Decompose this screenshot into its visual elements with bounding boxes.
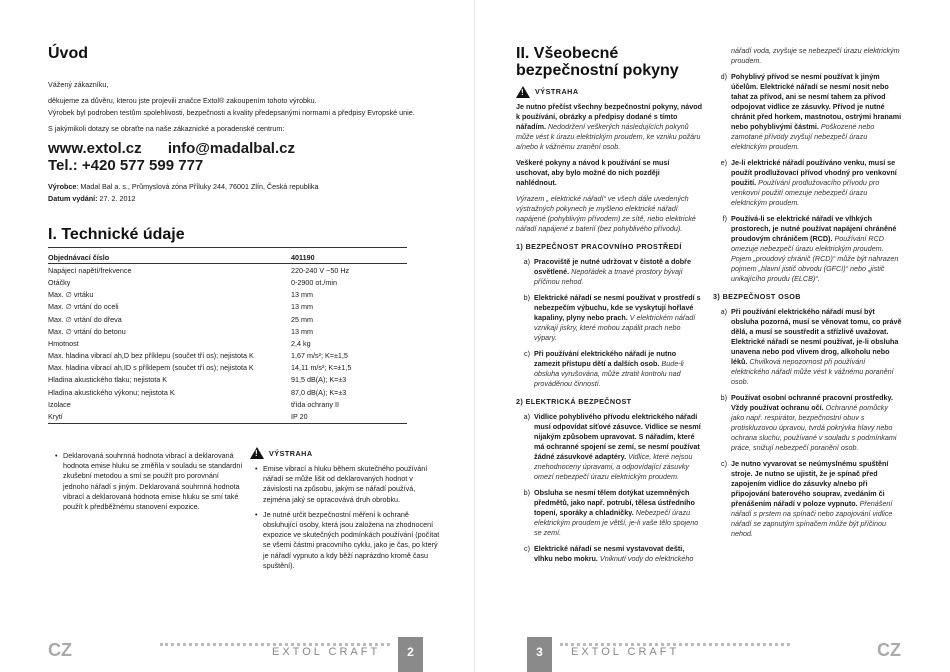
list-item: c) Při používání elektrického nářadí je nutno zamezit přístupu dětí a dalších osob. Bude-li obsluha vyrušována, může ztratit kontrolu nad prováděnou činností. <box>524 349 684 388</box>
spec-value: třída ochrany II <box>291 399 339 409</box>
spec-label: Max. ∅ vrtání do betonu <box>48 326 126 336</box>
warning-title-left <box>250 447 313 459</box>
spec-value: 87,0 dB(A); K=±3 <box>291 387 347 397</box>
spec-header-row <box>48 251 407 264</box>
item-italic: Vidlice, které nejsou znehodnoceny úpravami, a odpovídající zásuvky omezí nebezpečí úrazu elektrickým proudem. <box>534 452 693 481</box>
item-bold: Při používání elektrického nářadí musí být obsluha pozorná, musí se věnovat tomu, co právě dělá, a musí se soustředit a střízlivě uvažovat. Elektrické nářadí se nesmí používat, je-li obsluha unavena nebo pod vlivem drog, alkoholu nebo léků. <box>731 307 902 366</box>
item-italic: Pojem „proudový chránič (RCD)“ může být nahrazen pojmem „hlavní jistič obvodu (GFCI)“ nebo „jistič unikajícího proudu (ELCB)“. <box>731 254 899 283</box>
item-italic: V elektrickém nářadí vznikají jiskry, které mohou zapálit prach nebo výpary. <box>534 313 696 342</box>
keep-instructions: Veškeré pokyny a návod k používání se musí uschovat, aby bylo možné do nich později nahlédnout. <box>516 158 670 187</box>
spec-row <box>48 289 407 301</box>
warning-bold: Je nutno přečíst všechny bezpečnostní pokyny, návod k používání, obrázky a předpisy dodané s tímto nářadím. <box>516 102 702 131</box>
list-item: a) Vidlice pohyblivého přívodu elektrického nářadí musí odpovídat síťové zásuvce. Vidlice se nesmí nijakým způsobem upravovat. S nářadím, které má ochranné spojení se zemí, se nesmí používat žádné zásuvkové adaptéry. Vidlice, které nejsou znehodnoceny úpravami, a odpovídající zásuvky omezí nebezpečí úrazu elektrickým proudem. <box>523 412 701 481</box>
item-bold: Používá-li se elektrické nářadí ve vlhkých prostorech, je nutné používat napájení chráněné proudovým chráničem (RCD). <box>731 214 897 243</box>
item-italic: Chvilková nepozornost při používání elektrického nářadí může vést k vážnému poranění osob. <box>731 357 894 386</box>
right-column-2 <box>713 46 903 545</box>
maker-label: Výrobce <box>48 182 77 191</box>
section-electrical-safety: 2) ELEKTRICKÁ BEZPEČNOST <box>516 397 632 406</box>
footer-language-left: CZ <box>48 640 72 660</box>
item-bold: Pracoviště je nutné udržovat v čistotě a dobře osvětlené. <box>534 257 691 276</box>
section-personal-safety: 3) BEZPEČNOST OSOB <box>713 292 801 301</box>
list-item-continued <box>713 46 903 66</box>
contact-line <box>48 140 295 157</box>
warning-item: • Emise vibrací a hluku během skutečného používání nářadí se může lišit od deklarovaných hodnot v závislosti na způsobu, jakým se nářadí používá, zejména jaký se opracovává druh obrobku. <box>263 464 443 505</box>
spec-header-value: 401190 <box>285 251 407 264</box>
date-line <box>48 194 136 204</box>
spec-row <box>48 386 407 398</box>
spec-value: 25 mm <box>291 314 313 324</box>
spec-row <box>48 398 407 410</box>
intro-heading: Úvod <box>48 45 88 62</box>
phone-number: Tel.: +420 577 599 777 <box>48 157 204 174</box>
spec-label: Hladina akustického výkonu; nejistota K <box>48 387 175 397</box>
warning-icon: ! <box>250 447 264 459</box>
spec-label: Napájecí napětí/frekvence <box>48 265 132 275</box>
warning-italic: Nedodržení veškerých následujících pokynů může vést k úrazu elektrickým proudem, ke vzniku požáru a/nebo k vážnému zranění osob. <box>516 122 701 151</box>
spec-value: 0-2900 ot./min <box>291 277 337 287</box>
spec-row <box>48 410 407 423</box>
warning-paragraph <box>516 102 702 152</box>
spec-row <box>48 301 407 313</box>
spec-value: 13 mm <box>291 302 313 312</box>
list-item: e) Je-li elektrické nářadí používáno venku, musí se použít prodlužovací přívod vhodný pro venkovní použití. Používání prodlužovacího přívodu pro venkovní použití omezuje nebezpečí úrazu elektrickým proudem. <box>720 158 897 207</box>
list-item: a) Pracoviště je nutné udržovat v čistotě a dobře osvětlené. Nepořádek a tmavé prostory bývají příčinou nehod. <box>523 257 691 286</box>
spec-value: 14,11 m/s²; K=±1,5 <box>291 363 352 373</box>
maker-line <box>48 182 428 192</box>
spec-label: Max. ∅ vrtáku <box>48 290 94 300</box>
email-link[interactable]: info@madalbal.cz <box>167 140 295 157</box>
item-italic: Nebezpečí úrazu elektrickým proudem je větší, je-li vaše tělo spojeno se zemí. <box>534 508 699 537</box>
item-italic: Používání RCD omezuje nebezpečí úrazu elektrickým proudem. <box>731 234 884 253</box>
declaration-note: • Deklarovaná souhrnná hodnota vibrací a deklarovaná hodnota emise hluku se změřila v souladu se standardní zkušební metodou a smí se použít pro porovnání jednoho nářadí s jiným. Deklarovaná souhrnná hodnota vibrací a deklarovaná hodnota emise hluku se smí také použít k předběžnému stanovení expozice. <box>63 451 243 512</box>
spec-value: IP 20 <box>285 410 407 423</box>
spec-row <box>48 276 407 288</box>
item-italic: Vniknutí vody do elektrického <box>597 554 694 563</box>
warning-label: VÝSTRAHA <box>269 448 313 458</box>
list-item: b) Obsluha se nesmí tělem dotýkat uzemněných předmětů, jako např. potrubí, tělesa ústředního topení, sporáky a chladničky. Nebezpečí úrazu elektrickým proudem je větší, je-li vaše tělo spojeno se zemí. <box>523 488 699 537</box>
spec-label: Hladina akustického tlaku; nejistota K <box>48 375 168 385</box>
item-bold: Pohyblivý přívod se nesmí používat k jiným účelům. Elektrické nářadí se nesmí nosit nebo tahat za přívod, ani se nesmí tahem za přívod odpojovat vidlice ze zásuvky. Přívod je nutné chránit před horkem, mastnotou, ostrými hranami nebo pohyblivými částmi. <box>731 72 902 131</box>
spec-label: Max. ∅ vrtání do oceli <box>48 302 119 312</box>
spec-row <box>48 337 407 349</box>
spec-row <box>48 350 407 362</box>
warning-title-right <box>516 86 702 98</box>
item-italic: Nepořádek a tmavé prostory bývají příčinou nehod. <box>534 267 683 286</box>
declaration-note-list <box>55 451 243 517</box>
heading-line-1: II. Všeobecné <box>516 45 619 62</box>
spec-row <box>48 374 407 386</box>
footer-brand-left: EXTOL CRAFT <box>268 646 384 658</box>
term-definition: Výrazem „ elektrické nářadí“ ve všech dále uvedených výstražných pokynech je myšleno elektrické nářadí napájené (pohyblivým přívodem) ze sítě, nebo elektrické nářadí napájené z baterií (bez pohyblivého přívodu). <box>516 194 696 233</box>
item-bold: Je-li elektrické nářadí používáno venku, musí se použít prodlužovací přívod vhodný pro venkovní použití. <box>731 158 897 187</box>
warning-icon: ! <box>516 86 530 98</box>
item-bold: Elektrické nářadí se nesmí používat v prostředí s nebezpečím výbuchu, kde se vyskytují hořlavé kapaliny, plyny nebo prach. <box>534 293 701 322</box>
item-bold: Používat osobní ochranné pracovní prostředky. Vždy používat ochranu očí. <box>731 393 894 412</box>
warning-label: VÝSTRAHA <box>535 87 579 96</box>
item-italic: Ochranné pomůcky jako např. respirátor, bezpečnostní obuv s protiskluzovou úpravou, tvrdá pokrývka hlavy nebo ochrana sluchu, používané v souladu s podmínkami práce, snižují nebezpečí poranění osob. <box>731 403 897 452</box>
spec-label: Max. ∅ vrtání do dřeva <box>48 314 122 324</box>
spec-label: Hmotnost <box>48 338 79 348</box>
spec-value: 13 mm <box>291 290 313 300</box>
web-link[interactable]: www.extol.cz <box>48 140 142 157</box>
section-work-area: 1) BEZPEČNOST PRACOVNÍHO PROSTŘEDÍ <box>516 242 682 251</box>
spec-row <box>48 362 407 374</box>
spec-value: 1,67 m/s²; K=±1,5 <box>291 351 348 361</box>
item-bold: Elektrické nářadí se nesmí vystavovat dešti, vlhku nebo mokru. <box>534 544 685 563</box>
tech-rule <box>48 247 407 248</box>
list-item: f) Používá-li se elektrické nářadí ve vlhkých prostorech, je nutné používat napájení chráněné proudovým chráničem (RCD). Používání RCD omezuje nebezpečí úrazu elektrickým proudem. Pojem „proudový chránič (RCD)“ může být nahrazen pojmem „hlavní jistič obvodu (GFCI)“ nebo „jistič unikajícího proudu (ELCB)“. <box>722 214 899 283</box>
warning-item: • Je nutné určit bezpečnostní měření k ochraně obsluhující osoby, která jsou založena na zhodnocení expozice ve skutečných podmínkách používání (počítat se všemi částmi pracovního cyklu, jako je čas, po který je nářadí vypnuto a kdy běží naprázdno kromě času spuštění). <box>263 510 443 571</box>
item-bold: Při používání elektrického nářadí je nutno zamezit přístupu dětí a dalších osob. <box>534 349 677 368</box>
item-bold: Je nutno vyvarovat se neúmyslnému spuštění stroje. Je nutno se ujistit, že je spínač před zapojením vidlice do zásuvky a/nebo při připojování baterového souprav, zvedáním či přenášením nářadí v poloze vypnuto. <box>731 459 889 508</box>
spec-header-label: Objednávací číslo <box>48 251 285 264</box>
spec-value: 220-240 V ~50 Hz <box>291 265 350 275</box>
item-italic: Poškozené nebo zamotané přívody zvyšují nebezpečí úrazu elektrickým proudem. <box>731 122 875 151</box>
date-value: 27. 2. 2012 <box>97 194 136 203</box>
spec-label: Krytí <box>48 410 285 423</box>
heading-line-2: bezpečnostní pokyny <box>516 62 679 79</box>
general-safety-heading <box>516 45 679 79</box>
spec-value: 13 mm <box>291 326 313 336</box>
list-item: a) Při používání elektrického nářadí musí být obsluha pozorná, musí se věnovat tomu, co právě dělá, a musí se soustředit a střízlivě uvažovat. Elektrické nářadí se nesmí používat, je-li obsluha unavena nebo pod vlivem drog, alkoholu nebo léků. Chvilková nepozornost při používání elektrického nářadí může vést k vážnému poranění osob. <box>720 307 902 386</box>
item-italic: Přenášení nářadí s prstem na spínači nebo zapojování vidlice nářadí se zapnutým spínačem může být příčinou nehod. <box>731 499 893 538</box>
list-item: c) Je nutno vyvarovat se neúmyslnému spuštění stroje. Je nutno se ujistit, že je spínač před zapojením vidlice do zásuvky a/nebo při připojování baterového souprav, zvedáním či přenášením nářadí v poloze vypnuto. Přenášení nářadí s prstem na spínači nebo zapojování vidlice nářadí se zapnutým spínačem může být příčinou nehod. <box>721 459 893 538</box>
spec-label: Otáčky <box>48 277 71 287</box>
page-number-left: 2 <box>398 637 423 672</box>
tech-heading: I. Technické údaje <box>48 226 185 243</box>
spec-row <box>48 325 407 337</box>
maker-value: : Madal Bal a. s., Průmyslová zóna Příluky 244, 76001 Zlín, Česká republika <box>76 182 319 191</box>
warning-list-left <box>255 464 443 576</box>
footer-brand-right: EXTOL CRAFT <box>567 646 683 658</box>
right-page <box>475 0 950 672</box>
date-label: Datum vydání: <box>48 194 98 203</box>
item-bold: Vidlice pohyblivého přívodu elektrického nářadí musí odpovídat síťové zásuvce. Vidlice se nesmí nijakým způsobem upravovat. S nářadím, které má ochranné spojení se zemí, se nesmí používat žádné zásuvkové adaptéry. <box>534 412 701 461</box>
spec-label: Max. hladina vibrací ah,D bez příklepu (součet tří os); nejistota K <box>48 351 254 361</box>
spec-label: Izolace <box>48 399 71 409</box>
spec-label: Max. hladina vibrací ah,ID s příklepem (součet tří os); nejistota K <box>48 363 254 373</box>
list-item: d) Pohyblivý přívod se nesmí používat k jiným účelům. Elektrické nářadí se nesmí nosit nebo tahat za přívod, ani se nesmí tahem za přívod odpojovat vidlice ze zásuvky. Přívod je nutné chránit před horkem, mastnotou, ostrými hranami nebo pohyblivými částmi. Poškozené nebo zamotané přívody zvyšují nebezpečí úrazu elektrickým proudem. <box>720 72 902 151</box>
item-italic: Bude-li obsluha vyrušována, může ztratit kontrolu nad prováděnou činností. <box>534 359 684 388</box>
tested-text: Výrobek byl podroben testům spolehlivosti, bezpečnosti a kvality předepsanými normami a předpisy Evropské unie. <box>48 108 415 117</box>
list-item: b) Používat osobní ochranné pracovní prostředky. Vždy používat ochranu očí. Ochranné pomůcky jako např. respirátor, bezpečnostní obuv s protiskluzovou úpravou, tvrdá pokrývka hlavy nebo ochrana sluchu, používané v souladu s podmínkami práce, snižují nebezpečí poranění osob. <box>720 393 897 452</box>
greeting: Vážený zákazníku, <box>48 80 109 89</box>
spec-row <box>48 264 407 277</box>
spec-value: 2,4 kg <box>291 338 311 348</box>
spec-row <box>48 313 407 325</box>
spec-table <box>48 251 407 424</box>
page-number-right: 3 <box>527 637 552 672</box>
list-item: c) Elektrické nářadí se nesmí vystavovat dešti, vlhku nebo mokru. Vniknutí vody do elektrického <box>524 544 694 563</box>
item-italic: Používání prodlužovacího přívodu pro venkovní použití omezuje nebezpečí úrazu elektrickým proudem. <box>731 178 880 207</box>
questions-text: S jakýmikoli dotazy se obraťte na naše zákaznické a poradenské centrum: <box>48 124 285 133</box>
right-column-1 <box>516 86 702 570</box>
item-bold: Obsluha se nesmí tělem dotýkat uzemněných předmětů, jako např. potrubí, tělesa ústředního topení, sporáky a chladničky. <box>534 488 695 517</box>
thanks-text: děkujeme za důvěru, kterou jste projevili značce Extol® zakoupením tohoto výrobku. <box>48 96 317 105</box>
item-italic: nářadí voda, zvyšuje se nebezpečí úrazu elektrickým proudem. <box>731 46 900 65</box>
spec-value: 91,5 dB(A); K=±3 <box>291 375 347 385</box>
list-item: b) Elektrické nářadí se nesmí používat v prostředí s nebezpečím výbuchu, kde se vyskytují hořlavé kapaliny, plyny nebo prach. V elektrickém nářadí vznikají jiskry, které mohou zapálit prach nebo výpary. <box>523 293 701 342</box>
footer-language-right: CZ <box>877 640 901 660</box>
